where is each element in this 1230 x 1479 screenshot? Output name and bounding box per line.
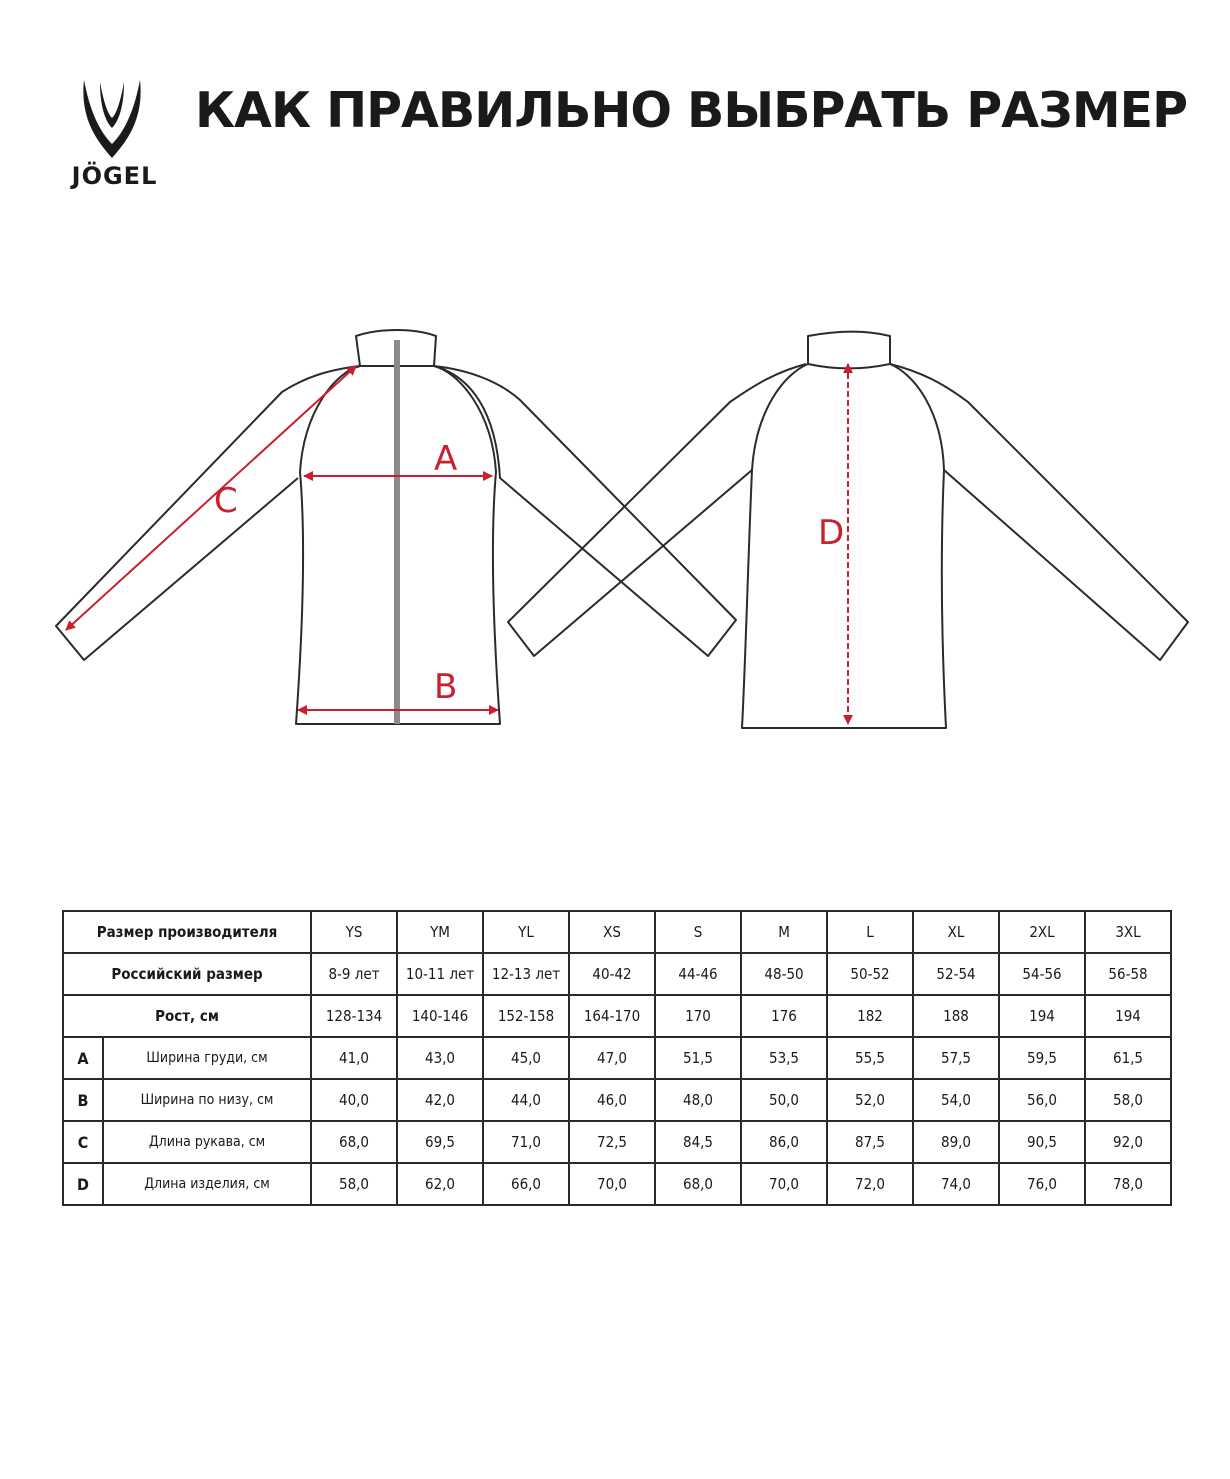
table-cell: 50,0 <box>741 1079 827 1121</box>
table-cell: 89,0 <box>913 1121 999 1163</box>
table-cell: 164-170 <box>569 995 655 1037</box>
table-cell: 84,5 <box>655 1121 741 1163</box>
table-row-russian-size <box>63 953 1171 995</box>
table-cell: 68,0 <box>311 1121 397 1163</box>
table-cell: 42,0 <box>397 1079 483 1121</box>
table-cell: 152-158 <box>483 995 569 1037</box>
table-cell: 40-42 <box>569 953 655 995</box>
table-cell: 194 <box>999 995 1085 1037</box>
table-cell: 8-9 лет <box>311 953 397 995</box>
table-cell: 170 <box>655 995 741 1037</box>
table-cell: 51,5 <box>655 1037 741 1079</box>
table-cell: 41,0 <box>311 1037 397 1079</box>
table-cell: 50-52 <box>827 953 913 995</box>
table-cell: 45,0 <box>483 1037 569 1079</box>
table-cell: 46,0 <box>569 1079 655 1121</box>
jogel-emblem-icon <box>78 78 146 162</box>
table-cell: L <box>827 911 913 953</box>
page-title: КАК ПРАВИЛЬНО ВЫБРАТЬ РАЗМЕР <box>195 82 1187 139</box>
table-cell: 10-11 лет <box>397 953 483 995</box>
table-cell: 176 <box>741 995 827 1037</box>
table-row-chest-width <box>63 1037 1171 1079</box>
table-cell: 55,5 <box>827 1037 913 1079</box>
row-label: Российский размер <box>63 953 311 995</box>
table-cell: 58,0 <box>1085 1079 1171 1121</box>
back-collar <box>808 332 890 369</box>
table-row-garment-length <box>63 1163 1171 1205</box>
table-cell: 71,0 <box>483 1121 569 1163</box>
table-cell: XL <box>913 911 999 953</box>
table-cell: 57,5 <box>913 1037 999 1079</box>
table-cell: 86,0 <box>741 1121 827 1163</box>
table-cell: 87,5 <box>827 1121 913 1163</box>
table-cell: M <box>741 911 827 953</box>
table-cell: YL <box>483 911 569 953</box>
table-cell: 188 <box>913 995 999 1037</box>
table-cell: 48-50 <box>741 953 827 995</box>
table-cell: 47,0 <box>569 1037 655 1079</box>
logo-wordmark: JÖGEL <box>71 162 158 190</box>
table-row-height <box>63 995 1171 1037</box>
table-cell: 44-46 <box>655 953 741 995</box>
row-letter: B <box>63 1079 103 1121</box>
table-cell: 78,0 <box>1085 1163 1171 1205</box>
table-cell: 48,0 <box>655 1079 741 1121</box>
table-row-manufacturer-size <box>63 911 1171 953</box>
table-cell: 68,0 <box>655 1163 741 1205</box>
table-cell: 72,5 <box>569 1121 655 1163</box>
row-label: Рост, см <box>63 995 311 1037</box>
table-row-bottom-width <box>63 1079 1171 1121</box>
row-letter: C <box>63 1121 103 1163</box>
size-chart-table <box>62 910 1172 1206</box>
brand-logo <box>50 72 175 197</box>
table-cell: S <box>655 911 741 953</box>
table-cell: 44,0 <box>483 1079 569 1121</box>
measure-label-d: D <box>818 513 845 553</box>
table-cell: 62,0 <box>397 1163 483 1205</box>
table-cell: 140-146 <box>397 995 483 1037</box>
table-cell: 69,5 <box>397 1121 483 1163</box>
table-cell: 54-56 <box>999 953 1085 995</box>
table-cell: 70,0 <box>569 1163 655 1205</box>
row-letter: A <box>63 1037 103 1079</box>
table-cell: 53,5 <box>741 1037 827 1079</box>
table-cell: 2XL <box>999 911 1085 953</box>
table-cell: 182 <box>827 995 913 1037</box>
table-cell: 3XL <box>1085 911 1171 953</box>
row-label: Длина изделия, см <box>103 1163 311 1205</box>
row-label: Размер производителя <box>63 911 311 953</box>
table-cell: 72,0 <box>827 1163 913 1205</box>
table-cell: 52-54 <box>913 953 999 995</box>
table-cell: 59,5 <box>999 1037 1085 1079</box>
table-cell: 70,0 <box>741 1163 827 1205</box>
jacket-diagram <box>0 310 1230 750</box>
table-cell: 43,0 <box>397 1037 483 1079</box>
table-cell: 52,0 <box>827 1079 913 1121</box>
jacket-front-view <box>56 330 736 724</box>
table-cell: 12-13 лет <box>483 953 569 995</box>
table-cell: YS <box>311 911 397 953</box>
row-letter: D <box>63 1163 103 1205</box>
table-cell: 194 <box>1085 995 1171 1037</box>
table-cell: 74,0 <box>913 1163 999 1205</box>
table-cell: XS <box>569 911 655 953</box>
table-row-sleeve-length <box>63 1121 1171 1163</box>
measure-label-a: A <box>434 439 458 479</box>
table-cell: 92,0 <box>1085 1121 1171 1163</box>
measure-label-b: B <box>434 667 458 707</box>
table-cell: 54,0 <box>913 1079 999 1121</box>
row-label: Длина рукава, см <box>103 1121 311 1163</box>
table-cell: 90,5 <box>999 1121 1085 1163</box>
table-cell: 40,0 <box>311 1079 397 1121</box>
table-cell: 76,0 <box>999 1163 1085 1205</box>
table-cell: 58,0 <box>311 1163 397 1205</box>
table-cell: YM <box>397 911 483 953</box>
table-cell: 61,5 <box>1085 1037 1171 1079</box>
row-label: Ширина груди, см <box>103 1037 311 1079</box>
table-cell: 128-134 <box>311 995 397 1037</box>
table-cell: 56-58 <box>1085 953 1171 995</box>
table-cell: 66,0 <box>483 1163 569 1205</box>
measure-label-c: C <box>214 481 238 521</box>
row-label: Ширина по низу, см <box>103 1079 311 1121</box>
table-cell: 56,0 <box>999 1079 1085 1121</box>
